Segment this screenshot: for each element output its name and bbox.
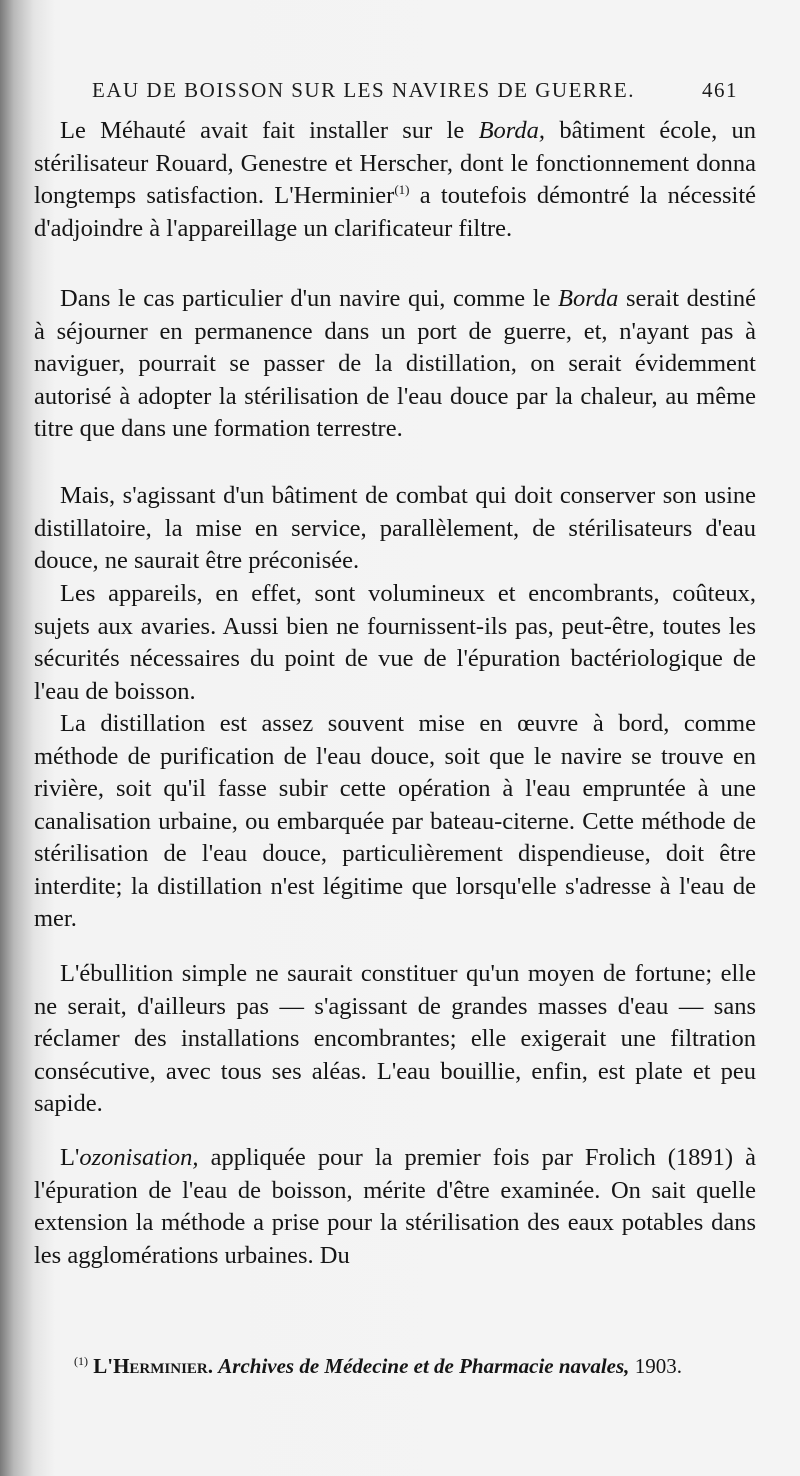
paragraph-7-text-b: appliquée pour la premier fois par Frolich (1891) à l'épuration de l'eau de boisson, mérite d'être examinée. On sait quelle extension la méthode a prise pour la stérilisation des eaux potables dans les agglomérations urbaines. Du [34,1144,756,1269]
footnote-author: L'Herminier. [93,1354,214,1378]
paragraph-2 [34,283,756,446]
paragraph-3 [34,480,756,578]
paragraph-7 [34,1142,756,1272]
paragraph-2-text-b: serait destiné à séjourner en permanence dans un port de guerre, et, n'ayant pas à naviguer, pourrait se passer de la distillation, on serait évidemment autorisé à adopter la stérilisation de l'eau douce par la chaleur, au même titre que dans une formation terrestre. [34,285,756,442]
paragraph-1-text-c: a toutefois démontré la nécessité d'adjoindre à l'appareillage un clarificateur filtre. [34,182,756,242]
paragraph-4 [34,578,756,708]
footnote-marker: (1) [74,1354,88,1368]
paragraph-1-text-b: bâtiment école, un stérilisateur Rouard, Genestre et Herscher, dont le fonctionnement donna longtemps satisfaction. L'Herminier [34,117,757,209]
term-ozonisation: ozonisation, [79,1144,199,1171]
running-title: EAU DE BOISSON SUR LES NAVIRES DE GUERRE. [92,78,635,102]
paragraph-5 [34,708,756,936]
paragraph-6-text: L'ébullition simple ne saurait constituer qu'un moyen de fortune; elle ne serait, d'ailleurs pas — s'agissant de grandes masses d'eau — sans réclamer des installations encombrantes; elle exigerait une filtration consécutive, avec tous ses aléas. L'eau bouillie, enfin, est plate et peu sapide. [34,960,756,1117]
footnote-year: 1903. [634,1354,682,1378]
ship-name-borda: Borda [558,285,619,312]
paragraph-2-text-a: Dans le cas particulier d'un navire qui, comme le [60,285,558,312]
page-number: 461 [702,78,738,102]
footnote [74,1354,754,1379]
paragraph-4-text: Les appareils, en effet, sont volumineux et encombrants, coûteux, sujets aux avaries. Aussi bien ne fournissent-ils pas, peut-être, toutes les sécurités nécessaires du point de vue de l'épuration bactériologique de l'eau de boisson. [34,580,756,705]
paragraph-3-text: Mais, s'agissant d'un bâtiment de combat qui doit conserver son usine distillatoire, la mise en service, parallèlement, de stérilisateurs d'eau douce, ne saurait être préconisée. [34,482,756,574]
running-header [92,78,738,103]
paragraph-7-text-a: L' [60,1144,80,1171]
paragraph-1-text-a: Le Méhauté avait fait installer sur le [60,117,479,144]
paragraph-5-text: La distillation est assez souvent mise en œuvre à bord, comme méthode de purification de l'eau douce, soit que le navire se trouve en rivière, soit qu'il fasse subir cette opération à l'eau empruntée à une canalisation urbaine, ou embarquée par bateau-citerne. Cette méthode de stérilisation de l'eau douce, particulièrement dispendieuse, doit être interdite; la distillation n'est légitime que lorsqu'elle s'adresse à l'eau de mer. [34,710,756,932]
ship-name-borda: Borda, [478,117,546,144]
footnote-reference[interactable]: (1) [394,181,410,197]
paragraph-6 [34,958,756,1121]
footnote-title: Archives de Médecine et de Pharmacie navales, [218,1354,630,1378]
paragraph-1 [34,115,756,245]
